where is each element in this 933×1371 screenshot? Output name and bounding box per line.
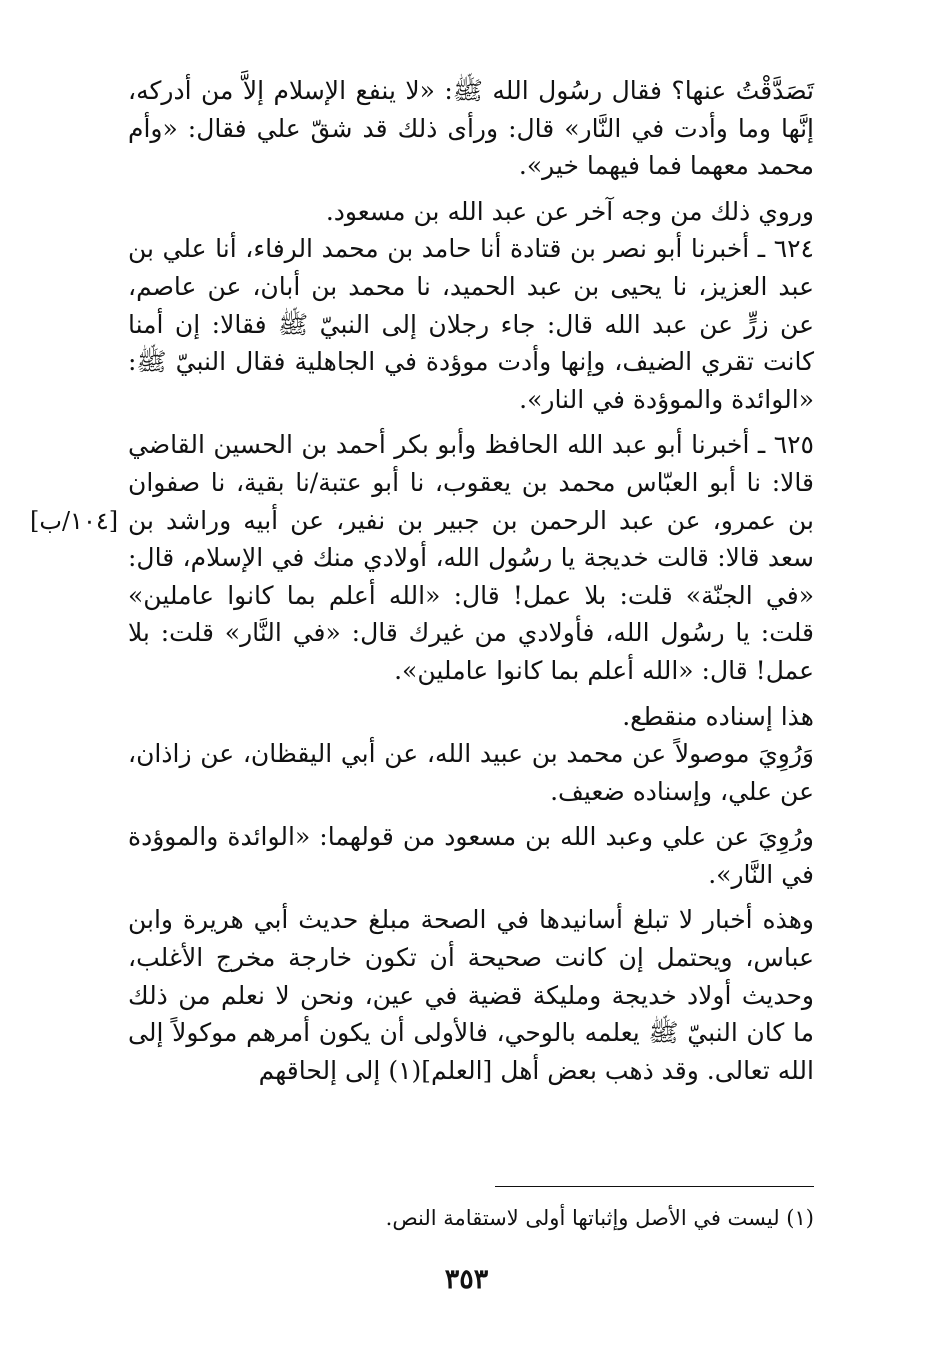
paragraph-hadith-625: ٦٢٥ ـ أخبرنا أبو عبد الله الحافظ وأبو بكر أحمد بن الحسين القاضي قالا: نا أبو العبّاس محمد بن يعقوب، نا أبو عتبة/نا بقية، نا صفوان بن عمرو، عن عبد الرحمن بن جبير بن نفير، عن أبيه وراشد بن سعد قالا: قالت خديجة يا رسُول الله، أولادي منك في الإسلام، قال: «في الجنّة» قلت: بلا عمل! قال: «الله أعلم بما كانوا عاملين» قلت: يا رسُول الله، فأولادي من غيرك قال: «في النَّار» قلت: بلا عمل! قال: «الله أعلم بما كانوا عاملين».: [128, 430, 814, 685]
manuscript-folio-marker: [١٠٤/ب]: [30, 507, 119, 535]
footnote: (١) ليست في الأصل وإثباتها أولى لاستقامة النص.: [385, 1206, 814, 1230]
paragraph-riwaya-ali: ورُوِيَ عن علي وعبد الله بن مسعود من قولهما: «الوائدة والموؤدة في النَّار».: [128, 822, 814, 889]
paragraph-continuation: تَصَدَّقْتُ عنها؟ فقال رسُول الله ﷺ: «لا ينفع الإسلام إلاَّ من أدركه، إنَّها وما وأدت في النَّار» قال: ورأى ذلك قد شقّ علي فقال: «وأم محمد معهما فما فيهما خير».: [128, 76, 814, 181]
main-text: [128, 72, 814, 1089]
paragraph-isnad-munqati: هذا إسناده منقطع.: [622, 701, 814, 731]
paragraph-riwaya-ibn-masud: وروي ذلك من وجه آخر عن عبد الله بن مسعود.: [325, 196, 814, 226]
page-number: ٣٥٣: [444, 1264, 489, 1295]
paragraph-hadith-624: ٦٢٤ ـ أخبرنا أبو نصر بن قتادة أنا حامد بن محمد الرفاء، أنا علي بن عبد العزيز، نا يحيى بن عبد الحميد، نا محمد بن أبان، عن عاصم، عن زرٍّ عن عبد الله قال: جاء رجلان إلى النبيّ ﷺ فقالا: إن أمنا كانت تقري الضيف، وإنها وأدت موؤدة في الجاهلية فقال النبيّ ﷺ: «الوائدة والموؤدة في النار».: [128, 234, 814, 414]
paragraph-conclusion: وهذه أخبار لا تبلغ أسانيدها في الصحة مبلغ حديث أبي هريرة وابن عباس، ويحتمل إن كانت صحيحة أن تكون خارجة مخرج الأغلب، وحديث أولاد خديجة ومليكة قضية في عين، ونحن لا نعلم من ذلك ما كان النبيّ ﷺ يعلمه بالوحي، فالأولى أن يكون أمرهم موكولاً إلى الله تعالى. وقد ذهب بعض أهل [العلم](١) إلى إلحاقهم: [128, 905, 814, 1085]
footnote-divider: [495, 1186, 814, 1187]
paragraph-riwaya-mawsul: وَرُوِيَ موصولاً عن محمد بن عبيد الله، عن أبي اليقظان، عن زاذان، عن علي، وإسناده ضعيف.: [128, 739, 814, 806]
